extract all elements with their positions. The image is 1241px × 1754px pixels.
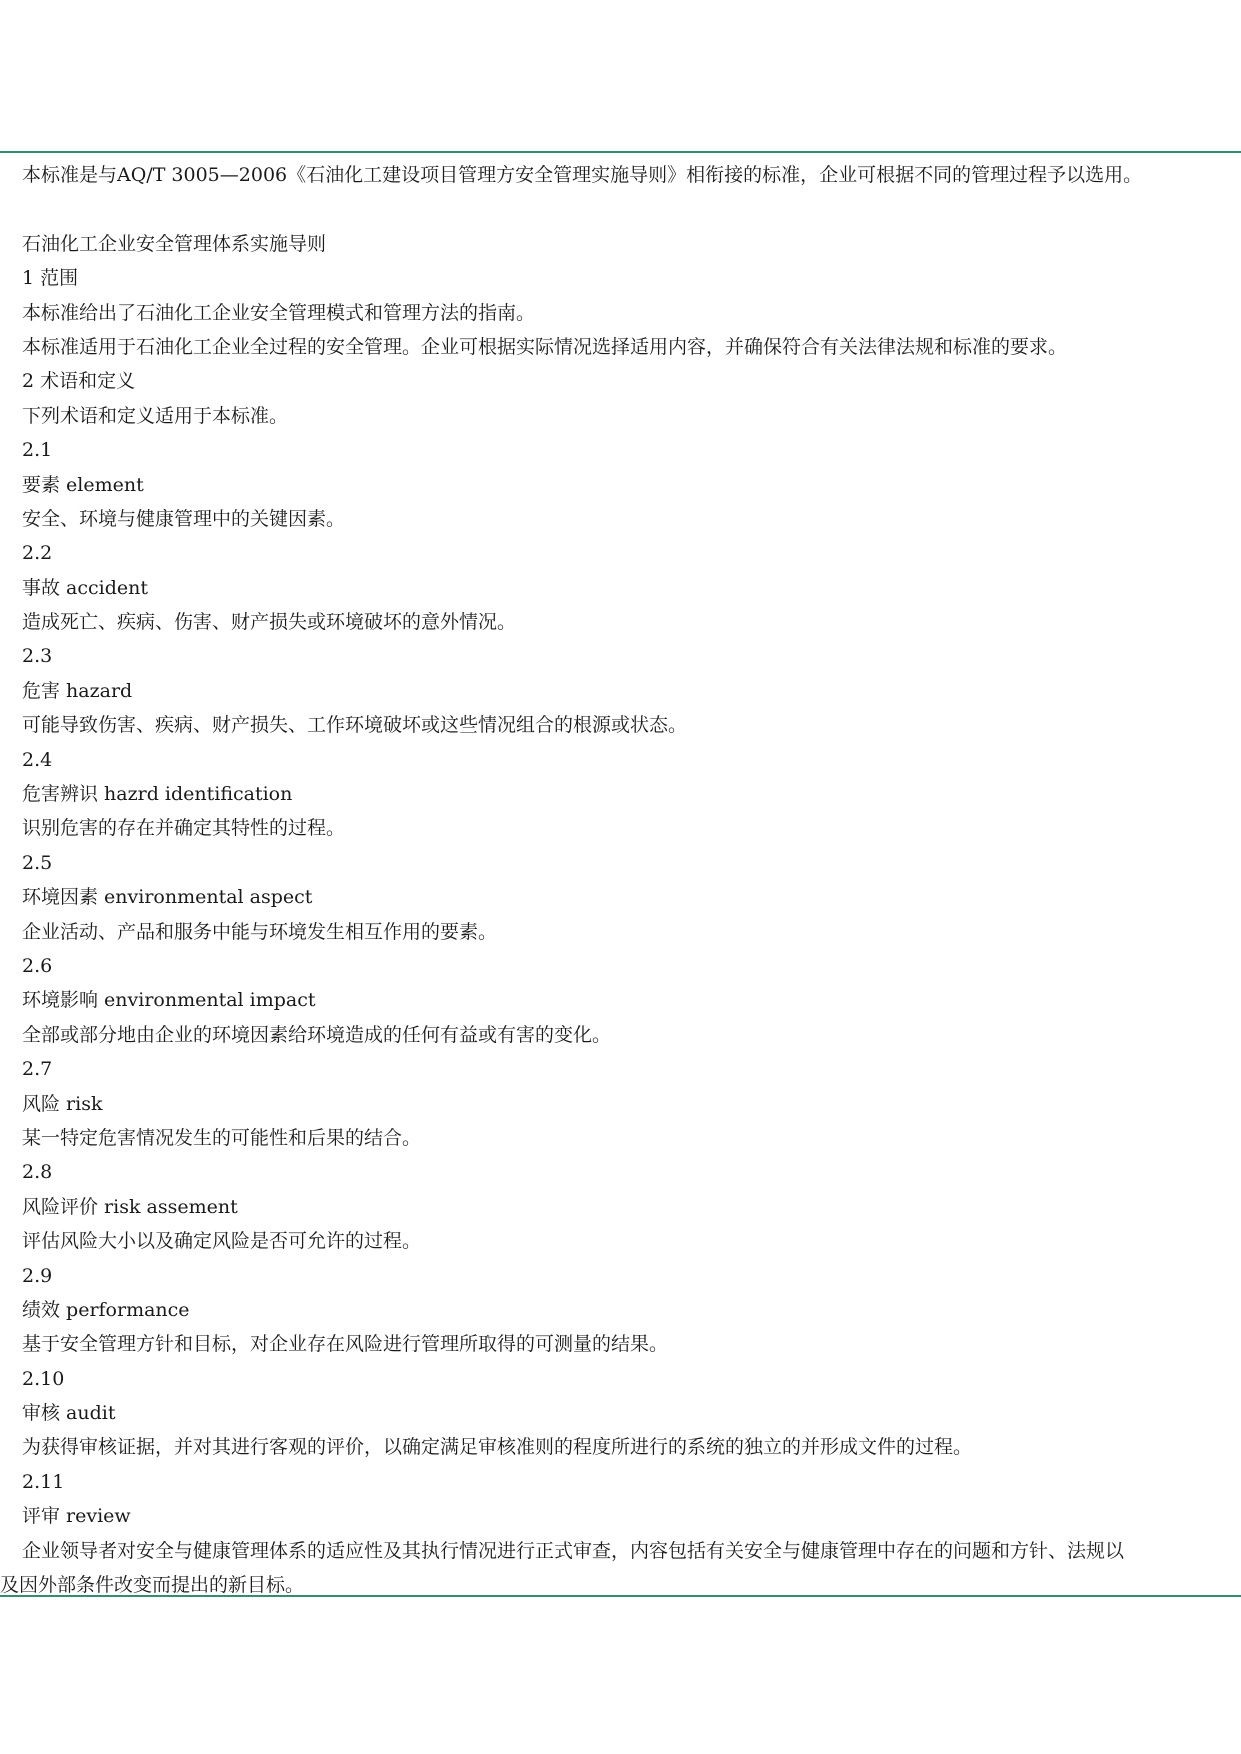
term-definition: 基于安全管理方针和目标，对企业存在风险进行管理所取得的可测量的结果。 bbox=[22, 1333, 669, 1356]
term-number: 2.3 bbox=[22, 645, 53, 668]
term-number: 2.1 bbox=[22, 439, 53, 462]
term-name: 审核 audit bbox=[22, 1402, 116, 1425]
term-name: 危害辨识 hazrd identification bbox=[22, 783, 293, 806]
top-divider bbox=[0, 151, 1241, 153]
term-number: 2.5 bbox=[22, 851, 53, 874]
term-definition: 评估风险大小以及确定风险是否可允许的过程。 bbox=[22, 1230, 422, 1253]
term-definition-line-2: 及因外部条件改变而提出的新目标。 bbox=[0, 1574, 305, 1594]
term-number: 2.10 bbox=[22, 1367, 65, 1390]
term-definition-line-1: 企业领导者对安全与健康管理体系的适应性及其执行情况进行正式审查，内容包括有关安全与健康管理中存在的问题和方针、法规以 bbox=[22, 1539, 1125, 1562]
term-definition: 识别危害的存在并确定其特性的过程。 bbox=[22, 817, 346, 840]
term-name: 事故 accident bbox=[22, 576, 149, 599]
blank-line bbox=[0, 192, 1241, 226]
term-number: 2.2 bbox=[22, 542, 53, 565]
term-number: 2.11 bbox=[22, 1470, 65, 1493]
term-definition: 安全、环境与健康管理中的关键因素。 bbox=[22, 507, 346, 530]
term-number: 2.7 bbox=[22, 1058, 53, 1081]
section-heading: 1 范围 bbox=[22, 267, 79, 290]
term-number: 2.9 bbox=[22, 1264, 53, 1287]
term-name: 环境影响 environmental impact bbox=[22, 989, 316, 1012]
paragraph: 本标准给出了石油化工企业安全管理模式和管理方法的指南。 bbox=[22, 301, 536, 324]
bottom-divider bbox=[0, 1595, 1241, 1597]
term-number: 2.6 bbox=[22, 954, 53, 977]
term-name: 要素 element bbox=[22, 473, 144, 496]
term-name: 环境因素 environmental aspect bbox=[22, 886, 313, 909]
document-title: 石油化工企业安全管理体系实施导则 bbox=[22, 232, 327, 255]
term-definition: 可能导致伤害、疾病、财产损失、工作环境破坏或这些情况组合的根源或状态。 bbox=[22, 714, 688, 737]
paragraph: 本标准适用于石油化工企业全过程的安全管理。企业可根据实际情况选择适用内容，并确保符合有关法律法规和标准的要求。 bbox=[22, 335, 1068, 358]
term-definition: 全部或部分地由企业的环境因素给环境造成的任何有益或有害的变化。 bbox=[22, 1023, 612, 1046]
paragraph: 下列术语和定义适用于本标准。 bbox=[22, 404, 289, 427]
term-name: 风险评价 risk assement bbox=[22, 1195, 238, 1218]
term-definition: 为获得审核证据，并对其进行客观的评价，以确定满足审核准则的程度所进行的系统的独立的并形成文件的过程。 bbox=[22, 1436, 973, 1459]
term-name: 评审 review bbox=[22, 1505, 131, 1528]
intro-paragraph: 本标准是与AQ/T 3005—2006《石油化工建设项目管理方安全管理实施导则》相衔接的标准，企业可根据不同的管理过程予以选用。 bbox=[22, 164, 1143, 186]
term-number: 2.8 bbox=[22, 1161, 53, 1184]
term-name: 风险 risk bbox=[22, 1092, 103, 1115]
term-name: 绩效 performance bbox=[22, 1298, 190, 1321]
term-name: 危害 hazard bbox=[22, 679, 133, 702]
document-body bbox=[0, 158, 1241, 1594]
term-number: 2.4 bbox=[22, 748, 53, 771]
term-definition: 某一特定危害情况发生的可能性和后果的结合。 bbox=[22, 1126, 422, 1149]
term-definition: 企业活动、产品和服务中能与环境发生相互作用的要素。 bbox=[22, 920, 498, 943]
term-definition: 造成死亡、疾病、伤害、财产损失或环境破坏的意外情况。 bbox=[22, 611, 517, 634]
section-heading: 2 术语和定义 bbox=[22, 370, 136, 393]
